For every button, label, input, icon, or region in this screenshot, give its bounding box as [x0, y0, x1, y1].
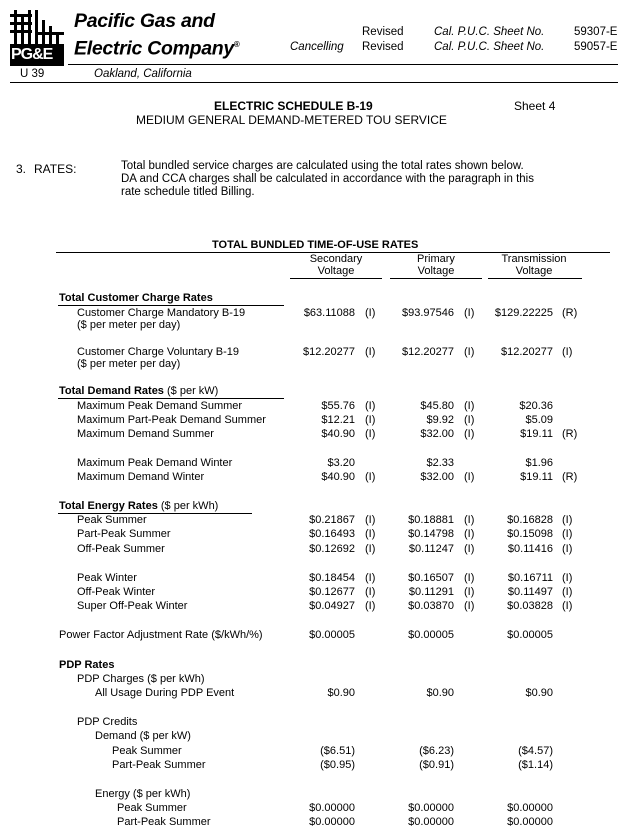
rate-value: $12.20277	[303, 346, 355, 358]
change-flag: (I)	[464, 471, 475, 483]
row-label: Part-Peak Summer	[117, 816, 211, 828]
change-flag: (I)	[562, 600, 573, 612]
change-flag: (I)	[365, 307, 376, 319]
section-text-line3: rate schedule titled Billing.	[121, 186, 255, 198]
rate-value: ($6.51)	[320, 745, 355, 757]
row-label: Customer Charge Voluntary B-19	[77, 346, 240, 358]
rate-value: $0.03870	[408, 600, 454, 612]
company-name-line2	[74, 34, 240, 60]
rate-value: $0.04927	[309, 600, 355, 612]
rate-value: $0.90	[327, 687, 355, 699]
rate-value: $0.16711	[507, 572, 553, 584]
group-energy	[59, 500, 218, 512]
revised-label: Revised	[362, 26, 404, 38]
change-flag: (I)	[365, 586, 376, 598]
schedule-title: ELECTRIC SCHEDULE B-19	[214, 99, 373, 113]
change-flag: (I)	[464, 400, 475, 412]
group-demand-title: Total Demand Rates	[59, 385, 164, 397]
change-flag: (I)	[464, 414, 475, 426]
rate-value: $12.20277	[501, 346, 553, 358]
rate-value: $0.12677	[309, 586, 355, 598]
rate-value: $0.00005	[507, 629, 553, 641]
logo-letters: PG&E	[11, 46, 53, 63]
rate-value: $40.90	[321, 471, 355, 483]
section-number: 3.	[16, 162, 27, 176]
change-flag: (I)	[365, 543, 376, 555]
change-flag: (I)	[365, 528, 376, 540]
rate-value: $0.11247	[408, 543, 454, 555]
sheet-label-1: Cal. P.U.C. Sheet No.	[434, 26, 545, 38]
rate-value: $0.00005	[309, 629, 355, 641]
rate-value: $20.36	[519, 400, 553, 412]
location: Oakland, California	[94, 68, 192, 80]
rate-value: $129.22225	[494, 307, 553, 319]
group-energy-unit: ($ per kWh)	[160, 500, 219, 512]
rate-value: ($6.23)	[419, 745, 454, 757]
row-label: Demand ($ per kW)	[95, 730, 191, 742]
group-pdp: PDP Rates	[59, 659, 115, 671]
row-label: Off-Peak Winter	[77, 586, 156, 598]
group-customer-rule	[58, 305, 284, 306]
change-flag: (I)	[562, 586, 573, 598]
change-flag: (I)	[464, 428, 475, 440]
sheet-number-2: 59057-E	[574, 41, 618, 53]
rate-value: $0.00000	[309, 816, 355, 828]
rate-value: $1.96	[525, 457, 553, 469]
rate-value: $0.00000	[408, 816, 454, 828]
rate-value: $0.15098	[507, 528, 553, 540]
col-header-primary	[388, 253, 484, 277]
change-flag: (I)	[562, 528, 573, 540]
rate-value: $32.00	[420, 471, 454, 483]
row-label: Part-Peak Summer	[112, 759, 206, 771]
rate-value: $0.00000	[507, 802, 553, 814]
col-header-secondary-line1: Secondary	[309, 253, 363, 265]
group-customer-charge: Total Customer Charge Rates	[59, 292, 213, 304]
sheet-label-2: Cal. P.U.C. Sheet No.	[434, 41, 545, 53]
rate-value: $0.11291	[408, 586, 454, 598]
rate-value: $93.97546	[402, 307, 454, 319]
rate-value: $0.18881	[408, 514, 454, 526]
change-flag: (I)	[365, 428, 376, 440]
header-rule-top	[68, 64, 618, 65]
rate-value: $0.16493	[309, 528, 355, 540]
rate-value: ($1.14)	[518, 759, 553, 771]
change-flag: (I)	[562, 543, 573, 555]
rate-value: $12.20277	[402, 346, 454, 358]
change-flag: (I)	[365, 400, 376, 412]
rate-value: ($4.57)	[518, 745, 553, 757]
rate-value: ($0.95)	[320, 759, 355, 771]
sheet-number-1: 59307-E	[574, 26, 618, 38]
change-flag: (I)	[365, 471, 376, 483]
cancelling-revised-label: Revised	[362, 41, 404, 53]
row-label: Super Off-Peak Winter	[77, 600, 188, 612]
schedule-subtitle: MEDIUM GENERAL DEMAND-METERED TOU SERVICE	[136, 113, 447, 127]
group-demand-rule	[58, 398, 284, 399]
pge-logo	[10, 10, 64, 66]
change-flag: (I)	[562, 346, 573, 358]
row-label: Peak Summer	[77, 514, 147, 526]
rate-value: $0.90	[525, 687, 553, 699]
col-header-transmission-line2: Voltage	[515, 265, 553, 277]
col-header-transmission	[486, 253, 582, 277]
change-flag: (I)	[562, 514, 573, 526]
change-flag: (I)	[464, 346, 475, 358]
change-flag: (R)	[562, 428, 578, 440]
u-number: U 39	[20, 68, 45, 80]
rate-value: $55.76	[321, 400, 355, 412]
row-label: Maximum Peak Demand Summer	[77, 400, 243, 412]
rate-value: $0.90	[426, 687, 454, 699]
rate-value: $2.33	[426, 457, 454, 469]
row-label: Peak Winter	[77, 572, 137, 584]
change-flag: (I)	[464, 543, 475, 555]
sheet-number: Sheet 4	[514, 99, 556, 113]
group-demand-unit: ($ per kW)	[167, 385, 219, 397]
rate-value: $0.00000	[408, 802, 454, 814]
row-label: Maximum Demand Summer	[77, 428, 214, 440]
rate-value: $0.12692	[309, 543, 355, 555]
row-label: Maximum Part-Peak Demand Summer	[77, 414, 266, 426]
row-label: Maximum Peak Demand Winter	[77, 457, 233, 469]
rate-value: $19.11	[520, 428, 553, 440]
rate-value: $19.11	[520, 471, 553, 483]
rate-value: $0.14798	[408, 528, 454, 540]
change-flag: (I)	[464, 528, 475, 540]
company-name-line2-text: Electric Company	[74, 37, 234, 60]
table-title: TOTAL BUNDLED TIME-OF-USE RATES	[212, 239, 419, 251]
row-label: PDP Credits	[77, 716, 138, 728]
rate-value: ($0.91)	[419, 759, 454, 771]
rate-value: $63.11088	[303, 307, 355, 319]
change-flag: (I)	[365, 514, 376, 526]
rate-value: $12.21	[321, 414, 355, 426]
change-flag: (I)	[562, 572, 573, 584]
change-flag: (I)	[464, 514, 475, 526]
rate-value: $3.20	[327, 457, 355, 469]
rate-value: $0.16507	[408, 572, 454, 584]
row-label: All Usage During PDP Event	[95, 687, 235, 699]
row-label: Peak Summer	[117, 802, 187, 814]
change-flag: (I)	[464, 586, 475, 598]
group-energy-title: Total Energy Rates	[59, 500, 158, 512]
trademark-symbol: ®	[233, 40, 240, 49]
rate-value: $9.92	[426, 414, 454, 426]
change-flag: (I)	[464, 600, 475, 612]
rate-value: $0.00000	[507, 816, 553, 828]
rate-value: $0.16828	[507, 514, 553, 526]
section-text-line1: Total bundled service charges are calculated using the total rates shown below.	[121, 160, 524, 172]
col-header-primary-line1: Primary	[417, 253, 455, 265]
change-flag: (I)	[365, 414, 376, 426]
rate-value: $5.09	[525, 414, 553, 426]
col-header-transmission-line1: Transmission	[501, 253, 567, 265]
row-label: Part-Peak Summer	[77, 528, 171, 540]
row-label: PDP Charges ($ per kWh)	[77, 673, 205, 685]
row-label: Off-Peak Summer	[77, 543, 165, 555]
row-label: Maximum Demand Winter	[77, 471, 205, 483]
row-label: Peak Summer	[112, 745, 182, 757]
col-rule-secondary	[290, 278, 382, 279]
group-demand	[59, 385, 218, 397]
col-header-secondary	[288, 253, 384, 277]
rate-value: $40.90	[321, 428, 355, 440]
rate-value: $0.21867	[309, 514, 355, 526]
change-flag: (I)	[365, 600, 376, 612]
rate-value: $45.80	[420, 400, 454, 412]
row-sublabel: ($ per meter per day)	[77, 358, 181, 370]
row-label: Energy ($ per kWh)	[95, 788, 191, 800]
rate-value: $0.03828	[507, 600, 553, 612]
rate-value: $0.00005	[408, 629, 454, 641]
row-sublabel: ($ per meter per day)	[77, 319, 181, 331]
col-header-primary-line2: Voltage	[417, 265, 455, 277]
rate-value: $32.00	[420, 428, 454, 440]
change-flag: (R)	[562, 307, 578, 319]
row-label: Power Factor Adjustment Rate ($/kWh/%)	[59, 629, 263, 641]
col-rule-transmission	[488, 278, 582, 279]
cancelling-label: Cancelling	[290, 41, 344, 53]
change-flag: (I)	[464, 572, 475, 584]
company-name-line1: Pacific Gas and	[74, 10, 215, 32]
rate-value: $0.00000	[309, 802, 355, 814]
change-flag: (R)	[562, 471, 578, 483]
section-heading: RATES:	[34, 162, 77, 176]
row-label: Customer Charge Mandatory B-19	[77, 307, 246, 319]
section-text-line2: DA and CCA charges shall be calculated in accordance with the paragraph in this	[121, 173, 534, 185]
rate-value: $0.11416	[507, 543, 553, 555]
change-flag: (I)	[365, 572, 376, 584]
header-rule-bottom	[10, 82, 618, 83]
col-header-secondary-line2: Voltage	[317, 265, 355, 277]
change-flag: (I)	[365, 346, 376, 358]
rate-value: $0.11497	[507, 586, 553, 598]
col-rule-primary	[390, 278, 482, 279]
rate-value: $0.18454	[309, 572, 355, 584]
change-flag: (I)	[464, 307, 475, 319]
